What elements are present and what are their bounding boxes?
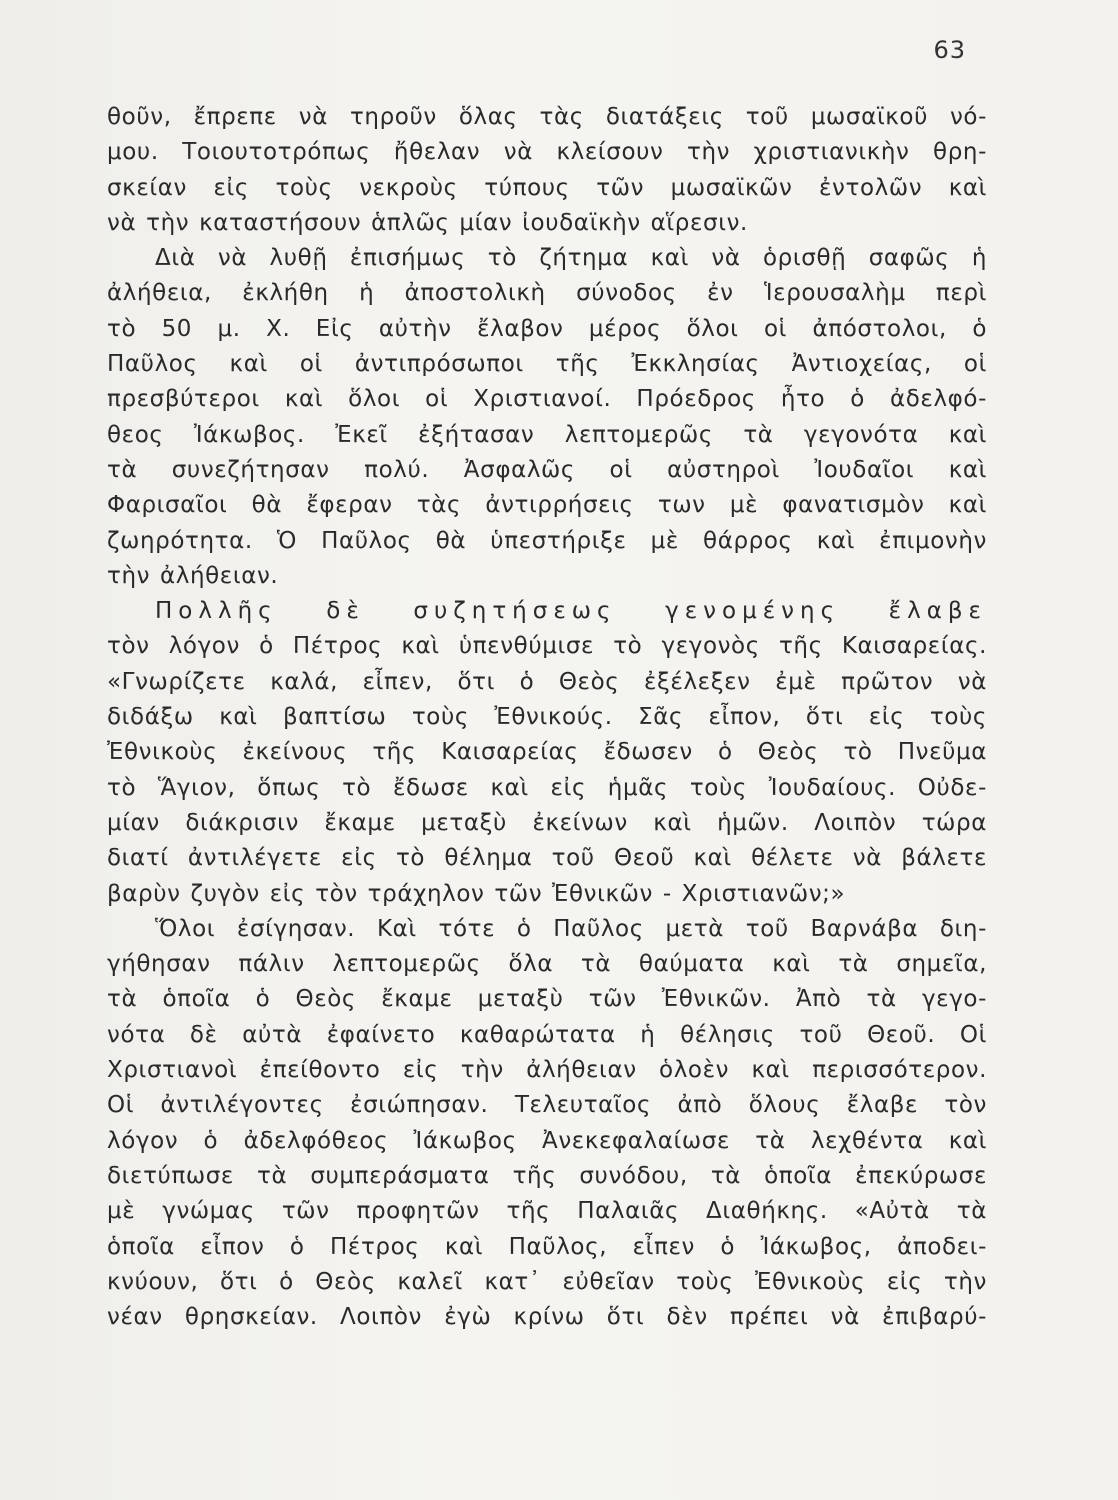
text-line: νὰ τὴν καταστήσουν ἁπλῶς μίαν ἰουδαϊκὴν αἵρεσιν.: [107, 209, 748, 236]
text-line: ἀλήθεια, ἐκλήθη ἡ ἀποστολικὴ σύνοδος ἐν Ἱερουσαλὴμ περὶ: [107, 280, 987, 307]
text-line: Διὰ νὰ λυθῇ ἐπισήμως τὸ ζήτημα καὶ νὰ ὁρισθῇ σαφῶς ἡ: [155, 245, 987, 272]
text-line: Παῦλος καὶ οἱ ἀντιπρόσωποι τῆς Ἐκκλησίας Ἀντιοχείας, οἱ: [107, 351, 987, 378]
text-line: θεος Ἰάκωβος. Ἐκεῖ ἐξήτασαν λεπτομερῶς τὰ γεγονότα καὶ: [107, 421, 987, 448]
text-line: κνύουν, ὅτι ὁ Θεὸς καλεῖ κατ᾿ εὐθεῖαν τοὺς Ἐθνικοὺς εἰς τὴν: [107, 1268, 987, 1295]
text-line: σκείαν εἰς τοὺς νεκροὺς τύπους τῶν μωσαϊκῶν ἐντολῶν καὶ: [107, 174, 987, 201]
text-line: Ὅλοι ἐσίγησαν. Καὶ τότε ὁ Παῦλος μετὰ τοῦ Βαρνάβα διη-: [155, 915, 987, 942]
text-line: διδάξω καὶ βαπτίσω τοὺς Ἐθνικούς. Σᾶς εἶπον, ὅτι εἰς τοὺς: [107, 704, 987, 731]
text-line: τὸν λόγον ὁ Πέτρος καὶ ὑπενθύμισε τὸ γεγονὸς τῆς Καισαρείας.: [107, 633, 987, 660]
text-line: διατί ἀντιλέγετε εἰς τὸ θέλημα τοῦ Θεοῦ καὶ θέλετε νὰ βάλετε: [107, 845, 987, 872]
text-line: «Γνωρίζετε καλά, εἶπεν, ὅτι ὁ Θεὸς ἐξέλεξεν ἐμὲ πρῶτον νὰ: [107, 668, 987, 695]
text-line: ὁποῖα εἶπον ὁ Πέτρος καὶ Παῦλος, εἶπεν ὁ Ἰάκωβος, ἀποδει-: [107, 1233, 987, 1260]
text-line: τὰ ὁποῖα ὁ Θεὸς ἔκαμε μεταξὺ τῶν Ἐθνικῶν. Ἀπὸ τὰ γεγο-: [107, 986, 987, 1013]
text-line: ζωηρότητα. Ὁ Παῦλος θὰ ὑπεστήριξε μὲ θάρρος καὶ ἐπιμονὴν: [107, 527, 987, 554]
text-line: λόγον ὁ ἀδελφόθεος Ἰάκωβος Ἀνεκεφαλαίωσε τὰ λεχθέντα καὶ: [107, 1127, 987, 1154]
text-line: Ἐθνικοὺς ἐκείνους τῆς Καισαρείας ἔδωσεν ὁ Θεὸς τὸ Πνεῦμα: [107, 739, 987, 766]
page-number: 63: [933, 36, 966, 64]
text-line: διετύπωσε τὰ συμπεράσματα τῆς συνόδου, τὰ ὁποῖα ἐπεκύρωσε: [107, 1162, 987, 1189]
text-line: τὸ Ἅγιον, ὅπως τὸ ἔδωσε καὶ εἰς ἡμᾶς τοὺς Ἰουδαίους. Οὐδε-: [107, 774, 987, 801]
text-line: βαρὺν ζυγὸν εἰς τὸν τράχηλον τῶν Ἐθνικῶν - Χριστιανῶν;»: [107, 880, 846, 907]
text-line: τὴν ἀλήθειαν.: [107, 562, 279, 589]
text-line: Πολλῆς δὲ συζητήσεως γενομένης ἔλαβε: [155, 598, 987, 625]
text-line: τὰ συνεζήτησαν πολύ. Ἀσφαλῶς οἱ αὐστηροὶ Ἰουδαῖοι καὶ: [107, 456, 987, 483]
text-line: πρεσβύτεροι καὶ ὅλοι οἱ Χριστιανοί. Πρόεδρος ἦτο ὁ ἀδελφό-: [107, 386, 987, 413]
text-line: νέαν θρησκείαν. Λοιπὸν ἐγὼ κρίνω ὅτι δὲν πρέπει νὰ ἐπιβαρύ-: [107, 1304, 987, 1331]
text-line: νότα δὲ αὐτὰ ἐφαίνετο καθαρώτατα ἡ θέλησις τοῦ Θεοῦ. Οἱ: [107, 1021, 987, 1048]
text-line: Οἱ ἀντιλέγοντες ἐσιώπησαν. Τελευταῖος ἀπὸ ὅλους ἔλαβε τὸν: [107, 1092, 987, 1119]
text-line: Φαρισαῖοι θὰ ἔφεραν τὰς ἀντιρρήσεις των μὲ φανατισμὸν καὶ: [107, 492, 987, 519]
text-line: μίαν διάκρισιν ἔκαμε μεταξὺ ἐκείνων καὶ ἡμῶν. Λοιπὸν τώρα: [107, 809, 987, 836]
text-line: μου. Τοιουτοτρόπως ἤθελαν νὰ κλείσουν τὴν χριστιανικὴν θρη-: [107, 139, 987, 166]
text-line: Χριστιανοὶ ἐπείθοντο εἰς τὴν ἀλήθειαν ὁλοὲν καὶ περισσότερον.: [107, 1057, 987, 1084]
text-line: τὸ 50 μ. Χ. Εἰς αὐτὴν ἔλαβον μέρος ὅλοι οἱ ἀπόστολοι, ὁ: [107, 315, 987, 342]
text-line: γήθησαν πάλιν λεπτομερῶς ὅλα τὰ θαύματα καὶ τὰ σημεῖα,: [107, 951, 987, 978]
body-text: [107, 100, 987, 1335]
text-line: θοῦν, ἔπρεπε νὰ τηροῦν ὅλας τὰς διατάξεις τοῦ μωσαϊκοῦ νό-: [107, 104, 987, 130]
text-line: μὲ γνώμας τῶν προφητῶν τῆς Παλαιᾶς Διαθήκης. «Αὐτὰ τὰ: [107, 1198, 987, 1225]
